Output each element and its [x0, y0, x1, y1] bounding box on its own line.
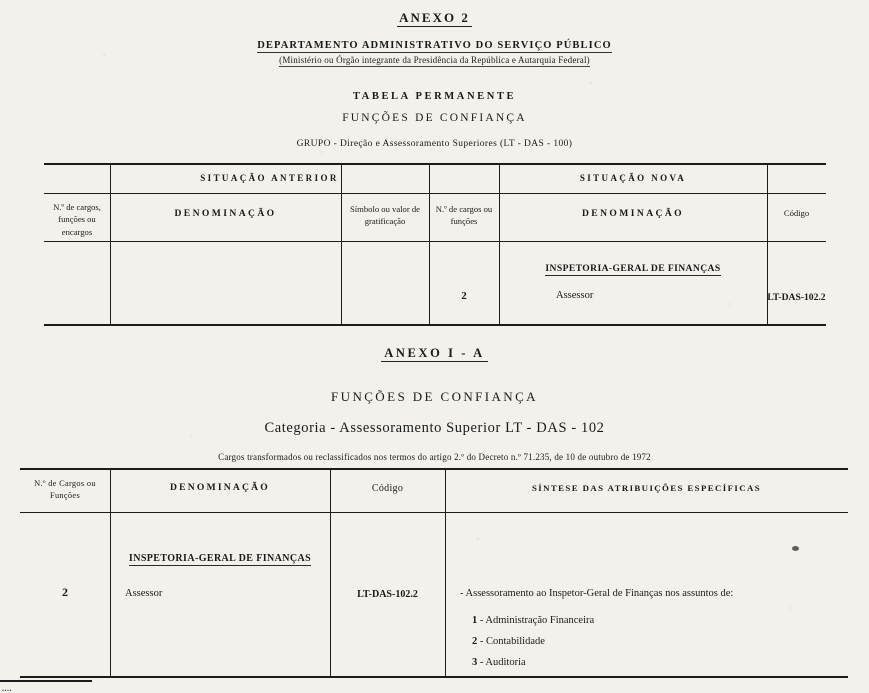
table-situacao-vline-1 [110, 163, 111, 326]
anexo-1a-title [0, 346, 869, 361]
footer-mark: .... [2, 684, 12, 693]
ink-blot [792, 546, 799, 551]
grupo-line: GRUPO - Direção e Assessoramento Superiores (LT - DAS - 100) [296, 139, 573, 149]
anexo-1a-nota: Cargos transformados ou reclassificados nos termos do artigo 2.º do Decreto n.º 71.235, de 10 de outubro de 1972 [218, 452, 651, 462]
table-row [499, 263, 767, 274]
dasp-heading-text: DEPARTAMENTO ADMINISTRATIVO DO SERVIÇO PÚBLICO [257, 40, 612, 51]
col-header-denominacao-novo: DENOMINAÇÃO [581, 208, 685, 219]
sintese-item-number: 2 [472, 636, 478, 647]
cell-n-cargos-novo: 2 [461, 290, 467, 302]
table-situacao [44, 163, 826, 326]
orgao-novo-label: INSPETORIA-GERAL DE FINANÇAS [545, 263, 721, 274]
col-header-n-cargos: N.º de Cargos ou Funções [34, 479, 96, 501]
sintese-item-number: 3 [472, 657, 478, 668]
sintese-intro: - Assessoramento ao Inspetor-Geral de Finanças nos assuntos de: [460, 588, 734, 599]
table-atribuicoes-frame [20, 468, 848, 678]
cell-codigo: LT-DAS-102.2 [767, 292, 826, 303]
cell-n-cargos: 2 [62, 585, 68, 599]
col-header-n-cargos-ant: N.º de cargos, funções ou encargos [53, 202, 101, 237]
sintese-item [472, 657, 526, 668]
dasp-heading [0, 40, 869, 51]
col-header-sintese: SÍNTESE DAS ATRIBUIÇÕES ESPECÍFICAS [532, 483, 761, 493]
anexo-1a-title-text: ANEXO I - A [381, 346, 487, 362]
table-situacao-vline-2 [341, 163, 342, 326]
col-header-codigo-2: Código [371, 483, 404, 494]
sintese-item-text: - Administração Financeira [479, 615, 595, 626]
table-situacao-rule-group [44, 193, 826, 194]
cell-denominacao: Assessor [125, 588, 163, 599]
col-header-denominacao-ant: DENOMINAÇÃO [174, 208, 277, 219]
ministerio-subheading-text: (Ministério ou Órgão integrante da Presidência da República e Autarquia Federal) [279, 55, 590, 65]
anexo-2-title [0, 10, 869, 26]
col-header-simbolo: Símbolo ou valor de gratificação [350, 204, 420, 227]
table-atribuicoes-vline-3 [445, 468, 446, 678]
table-atribuicoes [20, 468, 848, 678]
anexo-1a-funcoes-heading: FUNÇÕES DE CONFIANÇA [331, 389, 538, 404]
orgao-label: INSPETORIA-GERAL DE FINANÇAS [128, 553, 312, 564]
group-header-anterior: SITUAÇÃO ANTERIOR [200, 173, 339, 183]
footer-rule [0, 680, 92, 682]
anexo-2-title-text: ANEXO 2 [399, 10, 470, 25]
anexo-1a-categoria: Categoria - Assessoramento Superior LT - DAS - 102 [264, 420, 605, 436]
group-header-nova: SITUAÇÃO NOVA [579, 173, 687, 183]
sintese-item-text: - Contabilidade [479, 636, 545, 647]
ministerio-subheading [0, 55, 869, 65]
col-header-codigo: Código [783, 208, 810, 218]
sintese-item [472, 615, 594, 626]
table-atribuicoes-vline-2 [330, 468, 331, 678]
tabela-permanente-heading: TABELA PERMANENTE [352, 91, 517, 102]
sintese-item [472, 636, 545, 647]
table-situacao-rule-header [44, 241, 826, 242]
sintese-item-text: - Auditoria [479, 657, 526, 668]
funcoes-confianca-heading: FUNÇÕES DE CONFIANÇA [342, 112, 527, 124]
table-atribuicoes-vline-1 [110, 468, 111, 678]
col-header-n-cargos-novo: N.º de cargos ou funções [435, 204, 493, 227]
sintese-item-number: 1 [472, 615, 478, 626]
cell-codigo-2: LT-DAS-102.2 [357, 589, 418, 600]
table-atribuicoes-rule-header [20, 512, 848, 513]
col-header-denominacao: DENOMINAÇÃO [170, 482, 270, 493]
table-situacao-vline-4 [499, 163, 500, 326]
table-row [110, 548, 330, 566]
cell-denominacao-novo: Assessor [556, 290, 594, 301]
